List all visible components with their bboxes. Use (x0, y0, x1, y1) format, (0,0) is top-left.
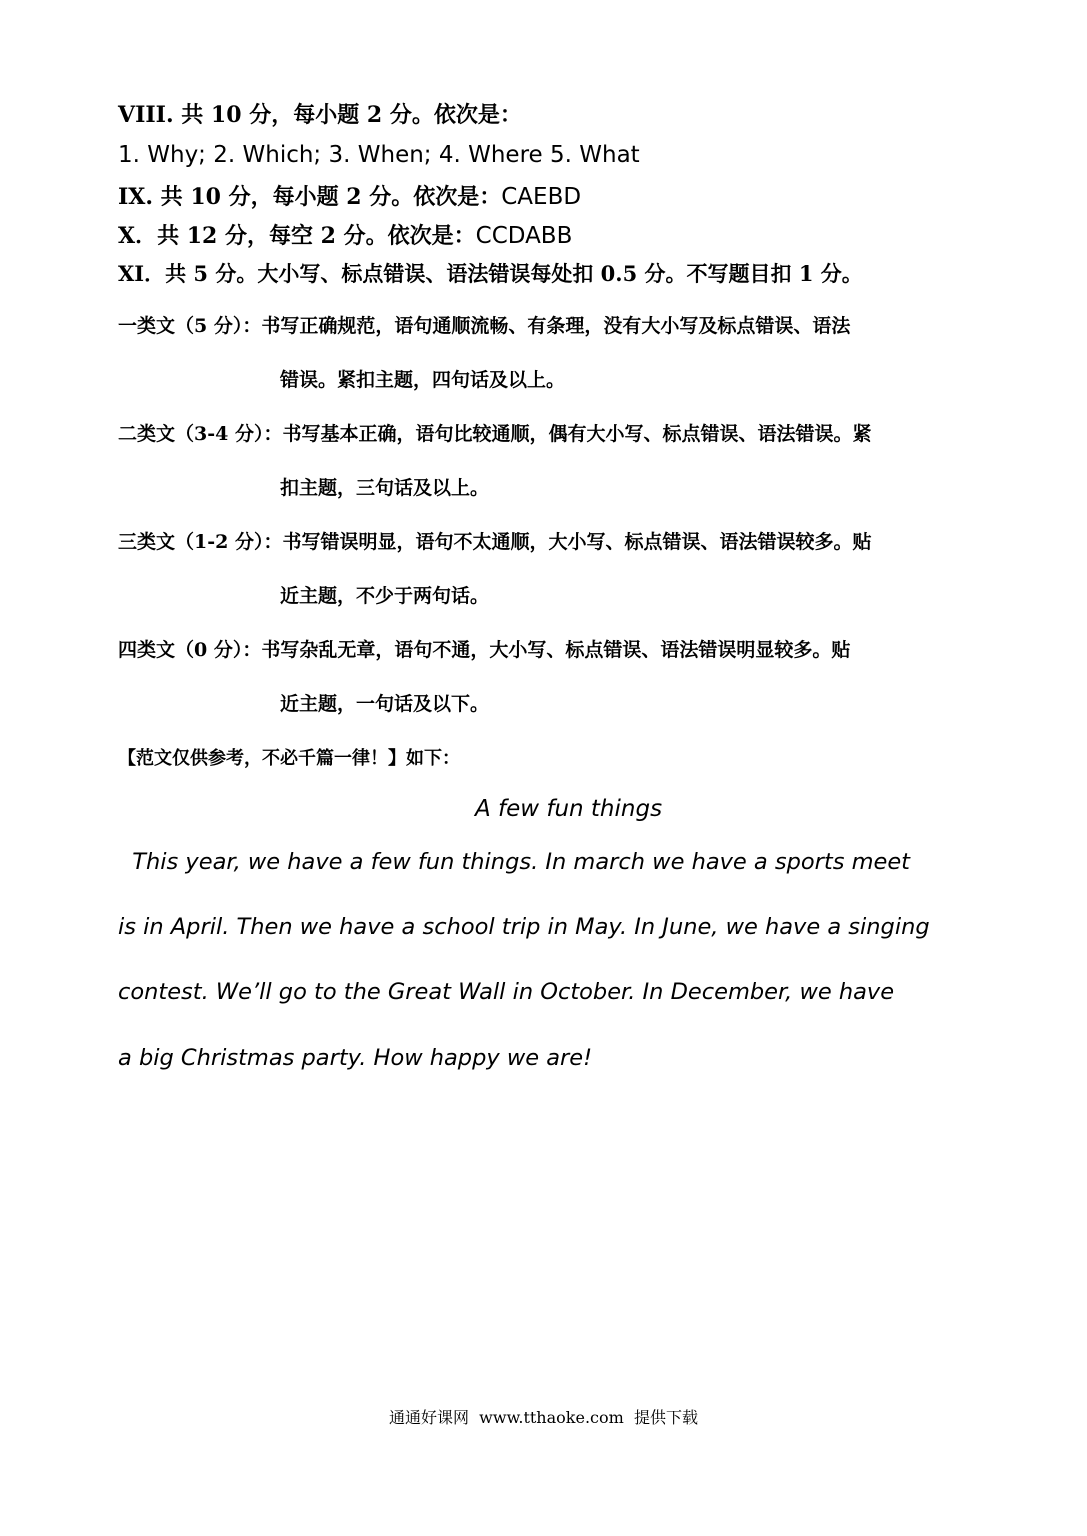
criteria-line: 四类文（0 分）：书写杂乱无章，语句不通，大小写、标点错误、语法错误明显较多。贴 (118, 639, 851, 661)
essay-line: a big Christmas party. How happy we are! (118, 1045, 593, 1071)
section-viii-answers: 1. Why; 2. Which; 3. When; 4. Where 5. What (118, 142, 640, 168)
essay-line: contest. We’ll go to the Great Wall in October. In December, we have (118, 979, 895, 1005)
criteria-line-continued: 近主题，不少于两句话。 (280, 585, 490, 607)
criteria-line: 二类文（3-4 分）：书写基本正确，语句比较通顺，偶有大小写、标点错误、语法错误。紧 (118, 423, 872, 445)
section-x-answers: CCDABB (475, 223, 573, 249)
essay-title: A few fun things (474, 796, 663, 822)
criteria-line: 三类文（1-2 分）：书写错误明显，语句不太通顺，大小写、标点错误、语法错误较多。贴 (118, 531, 872, 553)
page-footer: 通通好课网 www.tthaoke.com 提供下载 (389, 1408, 698, 1427)
section-x (118, 222, 572, 250)
criteria-item (118, 529, 970, 607)
criteria-item (118, 313, 970, 391)
criteria-item (118, 637, 970, 715)
criteria-line-continued: 错误。紧扣主题，四句话及以上。 (280, 369, 566, 391)
section-viii-heading: VIII. 共 10 分，每小题 2 分。依次是： (118, 102, 522, 128)
criteria-item (118, 421, 970, 499)
essay-line: This year, we have a few fun things. In march we have a sports meet (118, 849, 911, 875)
section-ix-label: IX. 共 10 分，每小题 2 分。依次是： (118, 184, 502, 210)
criteria-line-continued: 近主题，一句话及以下。 (280, 693, 490, 715)
sample-essay-note: 【范文仅供参考，不必千篇一律！】如下： (118, 748, 460, 769)
section-ix (118, 183, 581, 211)
essay-line: is in April. Then we have a school trip in May. In June, we have a singing (118, 914, 930, 940)
section-xi-heading: XI．共 5 分。大小写、标点错误、语法错误每处扣 0.5 分。不写题目扣 1 分。 (118, 261, 863, 286)
criteria-line-continued: 扣主题，三句话及以上。 (280, 477, 490, 499)
criteria-line: 一类文（5 分）：书写正确规范，语句通顺流畅、有条理，没有大小写及标点错误、语法 (118, 315, 851, 337)
section-x-label: X．共 12 分，每空 2 分。依次是： (118, 223, 476, 249)
section-ix-answers: CAEBD (501, 184, 582, 210)
